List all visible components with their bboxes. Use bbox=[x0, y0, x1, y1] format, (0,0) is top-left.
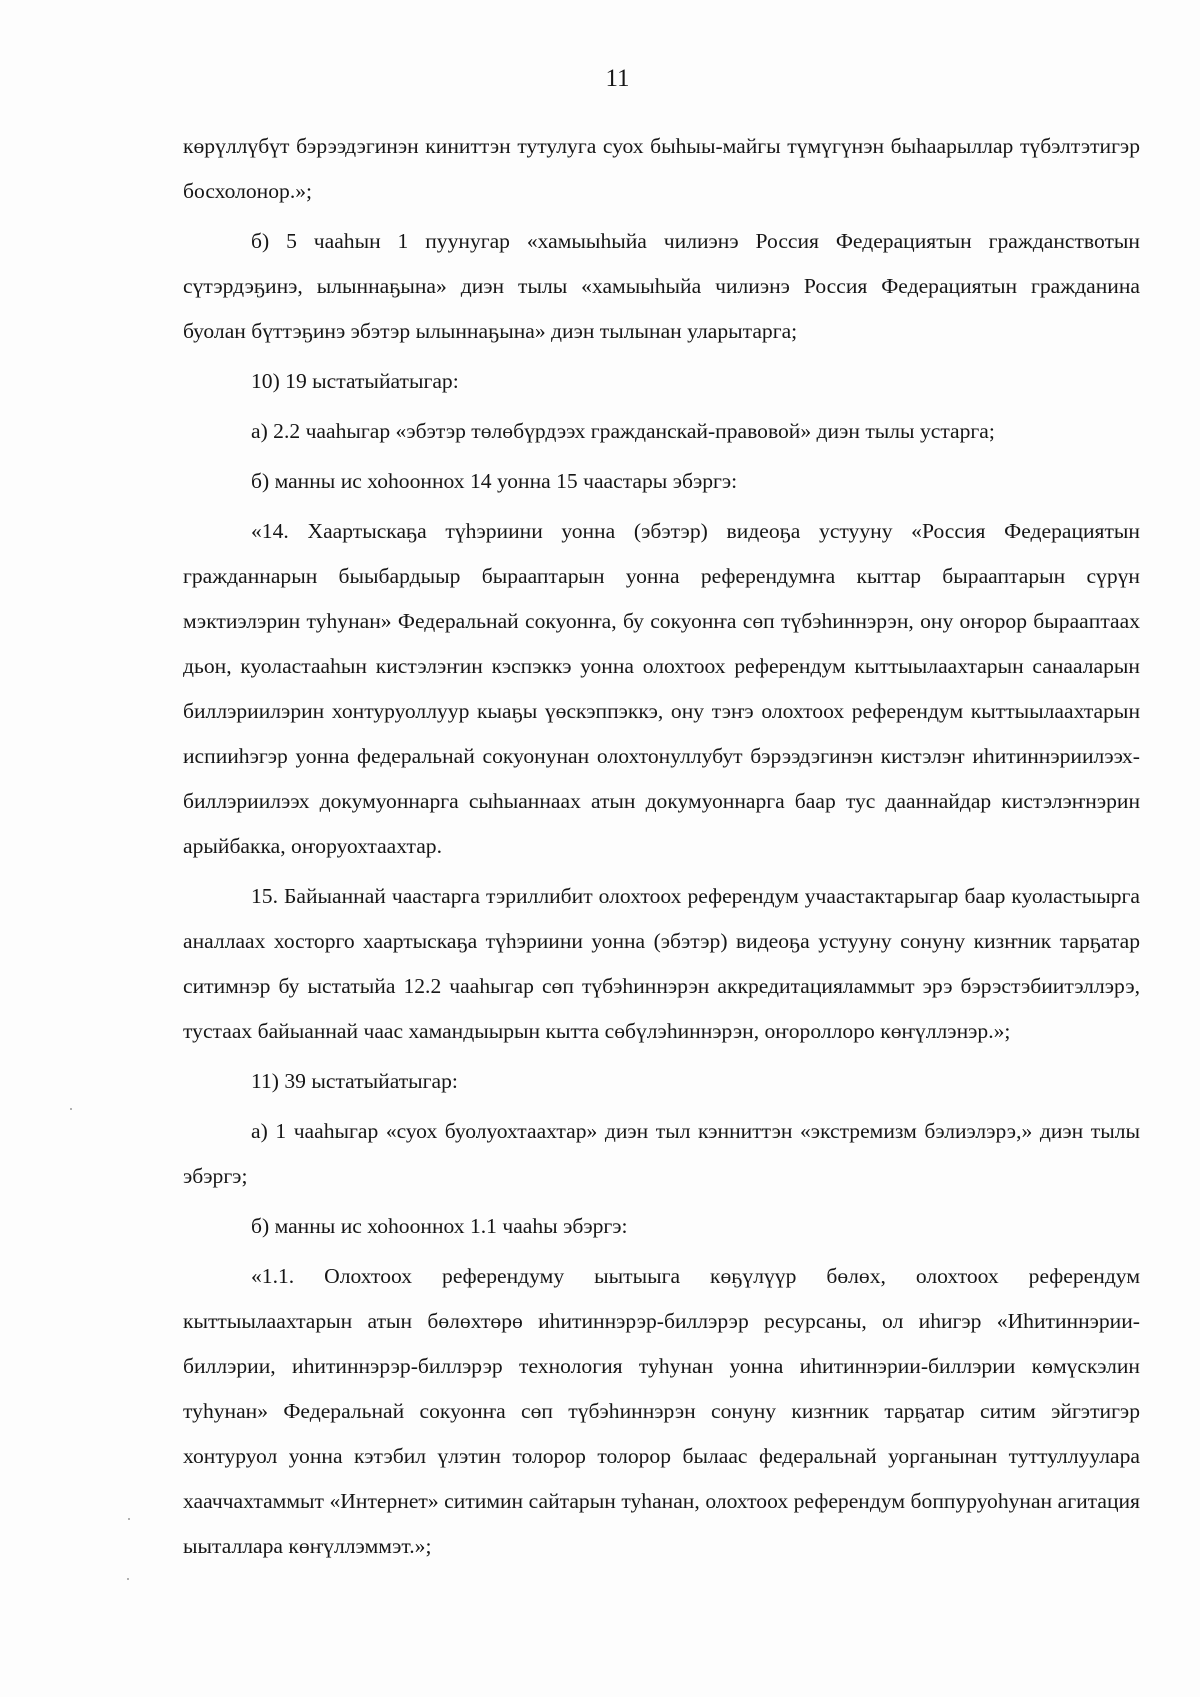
paragraph-item-11a: а) 1 чааһыгар «суох буолуохтаахтар» диэн тыл кэнниттэн «экстремизм бэлиэлэрэ,» диэн тылы эбэргэ; bbox=[183, 1119, 1140, 1188]
paragraph-item-10: 10) 19 ыстатыйатыгар: bbox=[251, 369, 459, 393]
paragraph-item-11: 11) 39 ыстатыйатыгар: bbox=[251, 1069, 458, 1093]
paragraph-clause-15: 15. Байыаннай чаастарга тэриллибит олохтоох референдум учаастактарыгар баар куоластыырга аналлаах хосторго хаартыскаҕа түһэриини уонна (эбэтэр) видеоҕа устууну сонуну кизҥник тарҕатар ситимнэр бу ыстатыйа 12.2 чааһыгар сөп түбэһиннэрэн аккредитацияламмыт эрэ бэрэстэбиитэллэрэ, тустаах байыаннай чаас хамандыырын кытта сөбүлэһиннэрэн, оҥороллоро көҥүллэнэр.»; bbox=[183, 884, 1140, 1043]
scan-speck bbox=[128, 1518, 130, 1520]
page-number: 11 bbox=[605, 65, 630, 92]
paragraph-clause-14: «14. Хаартыскаҕа түһэриини уонна (эбэтэр) видеоҕа устууну «Россия Федерациятын гражданнарын быыбардыыр бырааптарын уонна референдумҥа кыттар бырааптарын сүрүн мэктиэлэрин туһунан» Федеральнай сокуонҥа, бу сокуонҥа сөп түбэһиннэрэн, ону оҥорор быраaптаах дьон, куоластааһын кистэлэҥин кэспэккэ уонна олохтоох референдум кыттыылаахтарын санааларын биллэриилэрин хонтуруоллуур кыаҕы үөскэппэккэ, ону тэҥэ олохтоох референдум кыттыылаахтарын испииһэгэр уонна федеральнай сокуонунан олохтонуллубут бэрээдэгинэн кистэлэҥ иһитиннэриилээх-биллэриилээх докумуоннарга сыһыаннаах атын докумуоннарга баар тус дааннайдар кистэлэҥнэрин арыйбакка, оҥоруохтаахтар. bbox=[183, 519, 1140, 858]
paragraph-item-10b: б) манны ис хоһооннох 14 уонна 15 чаастары эбэргэ: bbox=[251, 469, 738, 493]
paragraph-item-11b: б) манны ис хоһооннох 1.1 чааһы эбэргэ: bbox=[251, 1214, 628, 1238]
paragraph-item-b-part5: б) 5 чааһын 1 пуунугар «хамыыһыйа чилиэнэ Россия Федерациятын гражданствотын сүтэрдэҕинэ, ылыннаҕына» диэн тылы «хамыыһыйа чилиэнэ Россия Федерациятын гражданина буолан бүттэҕинэ эбэтэр ылыннаҕына» диэн тылынан уларытарга; bbox=[183, 229, 1140, 343]
scan-speck bbox=[70, 1108, 72, 1110]
document-body bbox=[183, 124, 1140, 1574]
paragraph-item-10a: а) 2.2 чааһыгар «эбэтэр төлөбүрдээх гражданскай-правовой» диэн тылы устарга; bbox=[251, 419, 995, 443]
scan-speck bbox=[127, 1578, 129, 1580]
paragraph-clause-1-1: «1.1. Олохтоох референдуму ыытыыга көҕүлүүр бөлөх, олохтоох референдум кыттыылаахтарын атын бөлөхтөрө иһитиннэрэр-биллэрэр ресурсаны, ол иһигэр «Иһитиннэрии-биллэрии, иһитиннэрэр-биллэрэр технология туһунан уонна иһитиннэрии-биллэрии көмүскэлин туһунан» Федеральнай сокуонҥа сөп түбэһиннэрэн сонуну кизҥник тарҕатар ситим эйгэтигэр хонтуруол уонна кэтэбил үлэтин толорор толорор былаас федеральнай уорганынан туттуллуулара хааччахтаммыт «Интернет» ситимин сайтарын туһанан, олохтоох референдум боппуруоһунан агитация ыыталлара көҥүллэммэт.»; bbox=[183, 1264, 1140, 1558]
paragraph-continuation: көрүллүбүт бэрээдэгинэн киниттэн тутулуга суох быһыы-майгы түмүгүнэн быһаарыллар түбэлтэтигэр босхолонор.»; bbox=[183, 134, 1140, 203]
